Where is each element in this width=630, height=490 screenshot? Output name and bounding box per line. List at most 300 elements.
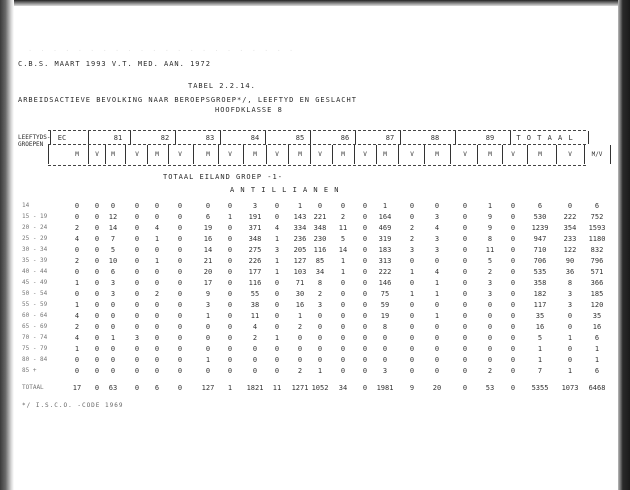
table-cell: 366 xyxy=(590,279,604,287)
group-header: 83 xyxy=(205,134,215,142)
table-cell: 0 xyxy=(510,312,516,320)
row-label: 20 - 24 xyxy=(22,224,48,231)
table-cell: 1 xyxy=(274,268,280,276)
table-cell: 0 xyxy=(510,334,516,342)
row-label: 70 - 74 xyxy=(22,334,48,341)
table-cell: 2 xyxy=(409,224,415,232)
table-cell: 0 xyxy=(227,356,233,364)
table-cell: 9 xyxy=(487,224,493,232)
table-cell: 236 xyxy=(293,235,307,243)
table-cell: 0 xyxy=(177,202,183,210)
column-divider xyxy=(400,131,401,144)
table-cell: 2 xyxy=(74,224,80,232)
group-header: T O T A A L xyxy=(516,134,574,142)
table-cell: 9 xyxy=(205,290,211,298)
table-cell: 1 xyxy=(567,334,573,342)
table-cell: 222 xyxy=(563,213,577,221)
table-cell: 0 xyxy=(134,202,140,210)
table-cell: 0 xyxy=(434,356,440,364)
table-cell: 7 xyxy=(110,235,116,243)
table-cell: 3 xyxy=(434,213,440,221)
total-cell: 1052 xyxy=(311,384,329,392)
total-cell: 1073 xyxy=(561,384,579,392)
table-cell: 0 xyxy=(487,312,493,320)
table-cell: 3 xyxy=(110,279,116,287)
table-cell: 0 xyxy=(177,345,183,353)
column-divider xyxy=(310,131,311,144)
table-cell: 0 xyxy=(462,356,468,364)
table-cell: 3 xyxy=(409,246,415,254)
column-divider xyxy=(125,145,126,164)
table-cell: 3 xyxy=(567,290,573,298)
table-cell: 1 xyxy=(409,290,415,298)
table-cell: 0 xyxy=(317,312,323,320)
table-cell: 14 xyxy=(108,224,118,232)
table-cell: 371 xyxy=(248,224,262,232)
table-cell: 0 xyxy=(409,323,415,331)
sex-header: V xyxy=(275,151,279,158)
table-cell: 752 xyxy=(590,213,604,221)
table-cell: 0 xyxy=(134,257,140,265)
table-cell: 0 xyxy=(462,290,468,298)
table-cell: 30 xyxy=(295,290,305,298)
table-cell: 6 xyxy=(205,213,211,221)
table-cell: 2 xyxy=(487,367,493,375)
table-cell: 0 xyxy=(362,235,368,243)
sex-header: M xyxy=(538,151,542,158)
column-divider xyxy=(168,145,169,164)
group-header: 81 xyxy=(113,134,123,142)
table-cell: 0 xyxy=(74,367,80,375)
table-cell: 0 xyxy=(134,290,140,298)
table-cell: 0 xyxy=(362,323,368,331)
table-cell: 164 xyxy=(378,213,392,221)
table-cell: 1 xyxy=(409,268,415,276)
table-cell: 0 xyxy=(510,257,516,265)
column-divider xyxy=(218,145,219,164)
group-header: 85 xyxy=(295,134,305,142)
table-cell: 85 xyxy=(315,257,325,265)
table-cell: 17 xyxy=(203,279,213,287)
table-cell: 0 xyxy=(94,257,100,265)
table-cell: 1239 xyxy=(531,224,549,232)
total-cell: 1271 xyxy=(291,384,309,392)
table-cell: 185 xyxy=(590,290,604,298)
table-cell: 0 xyxy=(205,345,211,353)
table-cell: 0 xyxy=(487,334,493,342)
column-divider xyxy=(50,131,51,144)
total-cell: 127 xyxy=(201,384,215,392)
table-cell: 0 xyxy=(274,301,280,309)
table-cell: 0 xyxy=(340,323,346,331)
table-cell: 1 xyxy=(594,356,600,364)
footnote: */ I.S.C.O. -CODE 1969 xyxy=(22,402,124,409)
table-cell: 0 xyxy=(567,202,573,210)
table-cell: 0 xyxy=(252,367,258,375)
total-label: TOTAAL xyxy=(22,384,44,391)
table-cell: 116 xyxy=(313,246,327,254)
table-cell: 1 xyxy=(434,290,440,298)
table-cell: 2 xyxy=(409,235,415,243)
table-cell: 0 xyxy=(110,323,116,331)
table-cell: 4 xyxy=(274,224,280,232)
total-cell: 34 xyxy=(338,384,348,392)
group-header: 88 xyxy=(430,134,440,142)
total-cell: 6 xyxy=(154,384,160,392)
table-cell: 0 xyxy=(227,202,233,210)
scan-right-edge xyxy=(618,0,630,490)
table-cell: 0 xyxy=(340,290,346,298)
table-cell: 3 xyxy=(205,301,211,309)
sex-header: M xyxy=(75,151,79,158)
row-label: 55 - 59 xyxy=(22,301,48,308)
table-cell: 0 xyxy=(382,356,388,364)
table-cell: 0 xyxy=(462,213,468,221)
table-cell: 0 xyxy=(510,246,516,254)
table-cell: 0 xyxy=(177,268,183,276)
table-cell: 90 xyxy=(565,257,575,265)
table-cell: 0 xyxy=(362,246,368,254)
table-cell: 75 xyxy=(380,290,390,298)
table-cell: 230 xyxy=(313,235,327,243)
table-cell: 5 xyxy=(487,257,493,265)
table-cell: 0 xyxy=(362,301,368,309)
table-cell: 0 xyxy=(134,246,140,254)
table-cell: 0 xyxy=(567,323,573,331)
scan-top-edge xyxy=(0,0,630,6)
table-cell: 1 xyxy=(74,345,80,353)
table-subtitle-class: HOOFDKLASSE 8 xyxy=(215,106,283,114)
table-cell: 0 xyxy=(94,290,100,298)
table-cell: 0 xyxy=(177,312,183,320)
table-cell: 1 xyxy=(154,235,160,243)
table-cell: 0 xyxy=(462,235,468,243)
column-divider xyxy=(147,145,148,164)
column-divider xyxy=(220,131,221,144)
table-cell: 0 xyxy=(94,323,100,331)
column-divider xyxy=(265,131,266,144)
table-cell: 2 xyxy=(154,290,160,298)
table-cell: 0 xyxy=(462,323,468,331)
column-divider xyxy=(588,131,589,144)
total-cell: 63 xyxy=(108,384,118,392)
table-cell: 103 xyxy=(293,268,307,276)
table-cell: 0 xyxy=(227,268,233,276)
table-cell: 313 xyxy=(378,257,392,265)
table-cell: 0 xyxy=(177,356,183,364)
table-cell: 0 xyxy=(409,334,415,342)
bleed-through-text: . . . . . . . . . . . . . . . . . . . . . . xyxy=(28,45,296,53)
table-cell: 0 xyxy=(177,213,183,221)
table-cell: 0 xyxy=(510,367,516,375)
table-cell: 0 xyxy=(177,367,183,375)
table-cell: 1 xyxy=(110,334,116,342)
table-cell: 0 xyxy=(274,290,280,298)
table-cell: 0 xyxy=(94,301,100,309)
group-header: 84 xyxy=(250,134,260,142)
column-divider xyxy=(450,145,451,164)
table-cell: 1 xyxy=(487,202,493,210)
row-label: 25 - 29 xyxy=(22,235,48,242)
table-cell: 0 xyxy=(362,345,368,353)
table-cell: 0 xyxy=(340,202,346,210)
sex-header: M xyxy=(253,151,257,158)
table-cell: 12 xyxy=(108,213,118,221)
total-cell: 1821 xyxy=(246,384,264,392)
table-cell: 0 xyxy=(94,268,100,276)
column-divider xyxy=(243,145,244,164)
table-cell: 120 xyxy=(590,301,604,309)
table-cell: 7 xyxy=(537,367,543,375)
sex-header: M xyxy=(155,151,159,158)
column-divider xyxy=(584,145,585,164)
table-cell: 0 xyxy=(227,312,233,320)
row-label: 50 - 54 xyxy=(22,290,48,297)
table-cell: 0 xyxy=(362,213,368,221)
row-label: 75 - 79 xyxy=(22,345,48,352)
table-cell: 319 xyxy=(378,235,392,243)
table-cell: 1 xyxy=(537,345,543,353)
table-cell: 3 xyxy=(487,290,493,298)
table-cell: 0 xyxy=(74,213,80,221)
column-divider xyxy=(527,145,528,164)
table-cell: 233 xyxy=(563,235,577,243)
sex-header: V xyxy=(463,151,467,158)
table-cell: 127 xyxy=(293,257,307,265)
table-cell: 0 xyxy=(74,356,80,364)
table-cell: 0 xyxy=(462,334,468,342)
table-cell: 0 xyxy=(154,356,160,364)
table-cell: 0 xyxy=(274,202,280,210)
column-divider xyxy=(424,145,425,164)
table-cell: 0 xyxy=(154,301,160,309)
row-label: 35 - 39 xyxy=(22,257,48,264)
table-cell: 0 xyxy=(154,268,160,276)
table-cell: 8 xyxy=(382,323,388,331)
table-cell: 1 xyxy=(274,235,280,243)
sex-header: V xyxy=(318,151,322,158)
total-cell: 5355 xyxy=(531,384,549,392)
table-cell: 0 xyxy=(362,334,368,342)
total-cell: 9 xyxy=(409,384,415,392)
table-cell: 11 xyxy=(250,312,260,320)
table-cell: 0 xyxy=(434,345,440,353)
header-line: C.B.S. MAART 1993 V.T. MED. AAN. 1972 xyxy=(18,60,211,68)
column-divider xyxy=(266,145,267,164)
table-cell: 2 xyxy=(340,213,346,221)
table-cell: 14 xyxy=(338,246,348,254)
table-cell: 0 xyxy=(274,312,280,320)
table-cell: 0 xyxy=(340,279,346,287)
table-cell: 0 xyxy=(409,202,415,210)
table-cell: 4 xyxy=(74,334,80,342)
table-cell: 0 xyxy=(362,257,368,265)
table-cell: 2 xyxy=(252,334,258,342)
table-cell: 0 xyxy=(154,367,160,375)
sex-header: V xyxy=(178,151,182,158)
table-cell: 1 xyxy=(74,301,80,309)
table-cell: 0 xyxy=(205,334,211,342)
table-cell: 0 xyxy=(205,367,211,375)
table-cell: 0 xyxy=(110,312,116,320)
table-cell: 0 xyxy=(340,312,346,320)
total-cell: 11 xyxy=(272,384,282,392)
table-title: TABEL 2.2.14. xyxy=(188,82,256,90)
table-cell: 0 xyxy=(510,202,516,210)
sex-header: V xyxy=(511,151,515,158)
table-cell: 0 xyxy=(134,323,140,331)
table-cell: 1 xyxy=(227,213,233,221)
sex-header: V xyxy=(228,151,232,158)
table-cell: 0 xyxy=(154,334,160,342)
table-cell: 0 xyxy=(274,279,280,287)
table-cell: 0 xyxy=(227,224,233,232)
table-cell: 0 xyxy=(487,301,493,309)
table-cell: 0 xyxy=(487,345,493,353)
column-divider xyxy=(455,131,456,144)
table-cell: 0 xyxy=(362,367,368,375)
table-cell: 1 xyxy=(205,312,211,320)
table-cell: 0 xyxy=(462,246,468,254)
table-cell: 706 xyxy=(533,257,547,265)
table-cell: 1 xyxy=(205,356,211,364)
total-cell: 1981 xyxy=(376,384,394,392)
table-cell: 0 xyxy=(74,290,80,298)
table-cell: 0 xyxy=(94,224,100,232)
table-cell: 4 xyxy=(434,268,440,276)
table-cell: 16 xyxy=(295,301,305,309)
table-cell: 3 xyxy=(434,235,440,243)
table-cell: 122 xyxy=(563,246,577,254)
table-cell: 0 xyxy=(362,268,368,276)
table-cell: 0 xyxy=(94,345,100,353)
table-cell: 0 xyxy=(434,334,440,342)
total-cell: 20 xyxy=(432,384,442,392)
table-cell: 71 xyxy=(295,279,305,287)
table-cell: 0 xyxy=(177,323,183,331)
table-cell: 0 xyxy=(227,323,233,331)
column-divider xyxy=(175,131,176,144)
row-label: 15 - 19 xyxy=(22,213,48,220)
column-divider xyxy=(88,131,89,144)
table-cell: 0 xyxy=(110,202,116,210)
table-cell: 0 xyxy=(434,323,440,331)
total-cell: 0 xyxy=(177,384,183,392)
table-cell: 0 xyxy=(462,257,468,265)
table-cell: 0 xyxy=(274,356,280,364)
table-cell: 5 xyxy=(340,235,346,243)
table-cell: 36 xyxy=(565,268,575,276)
table-cell: 19 xyxy=(203,224,213,232)
table-cell: 222 xyxy=(378,268,392,276)
sex-header: M xyxy=(383,151,387,158)
table-cell: 0 xyxy=(177,334,183,342)
table-cell: 0 xyxy=(94,235,100,243)
table-cell: 6 xyxy=(594,367,600,375)
table-cell: 143 xyxy=(293,213,307,221)
table-cell: 0 xyxy=(205,323,211,331)
table-cell: 0 xyxy=(205,202,211,210)
table-cell: 0 xyxy=(462,367,468,375)
table-cell: 0 xyxy=(362,202,368,210)
table-cell: 116 xyxy=(248,279,262,287)
column-divider xyxy=(288,145,289,164)
table-cell: 0 xyxy=(340,356,346,364)
table-cell: 0 xyxy=(510,345,516,353)
row-label: 14 xyxy=(22,202,30,209)
table-cell: 0 xyxy=(227,246,233,254)
population-label: A N T I L L I A N E N xyxy=(230,186,340,194)
table-cell: 0 xyxy=(94,246,100,254)
table-cell: 0 xyxy=(134,235,140,243)
table-cell: 0 xyxy=(340,301,346,309)
table-cell: 1 xyxy=(317,367,323,375)
table-cell: 6 xyxy=(537,202,543,210)
table-cell: 535 xyxy=(533,268,547,276)
sex-header: M xyxy=(488,151,492,158)
rule xyxy=(48,165,586,166)
table-cell: 16 xyxy=(592,323,602,331)
sex-header: M xyxy=(298,151,302,158)
table-cell: 0 xyxy=(274,213,280,221)
table-cell: 4 xyxy=(154,224,160,232)
table-cell: 0 xyxy=(154,345,160,353)
table-cell: 226 xyxy=(248,257,262,265)
table-cell: 177 xyxy=(248,268,262,276)
table-cell: 0 xyxy=(487,356,493,364)
total-cell: 0 xyxy=(510,384,516,392)
column-divider xyxy=(130,131,131,144)
total-cell: 6468 xyxy=(588,384,606,392)
table-cell: 334 xyxy=(293,224,307,232)
table-cell: 0 xyxy=(94,312,100,320)
row-header: LEEFTYDS-GROEPEN xyxy=(18,134,51,148)
table-cell: 4 xyxy=(74,235,80,243)
rule xyxy=(48,130,586,131)
table-cell: 11 xyxy=(338,224,348,232)
table-cell: 183 xyxy=(378,246,392,254)
table-cell: 0 xyxy=(297,345,303,353)
table-cell: 0 xyxy=(74,246,80,254)
total-cell: 0 xyxy=(462,384,468,392)
table-cell: 3 xyxy=(487,279,493,287)
table-cell: 0 xyxy=(227,290,233,298)
table-cell: 0 xyxy=(317,323,323,331)
table-cell: 0 xyxy=(409,279,415,287)
table-cell: 1 xyxy=(297,312,303,320)
table-cell: 0 xyxy=(274,323,280,331)
group-header: 82 xyxy=(160,134,170,142)
table-cell: 0 xyxy=(74,202,80,210)
table-cell: 16 xyxy=(535,323,545,331)
table-cell: 0 xyxy=(227,345,233,353)
sex-header: M xyxy=(341,151,345,158)
table-cell: 19 xyxy=(380,312,390,320)
total-cell: 53 xyxy=(485,384,495,392)
table-cell: 469 xyxy=(378,224,392,232)
sex-header: M/V xyxy=(591,151,603,158)
table-cell: 1 xyxy=(274,257,280,265)
table-cell: 0 xyxy=(462,301,468,309)
table-cell: 0 xyxy=(510,290,516,298)
table-cell: 0 xyxy=(154,246,160,254)
row-label: 80 - 84 xyxy=(22,356,48,363)
table-cell: 0 xyxy=(227,257,233,265)
column-divider xyxy=(376,145,377,164)
table-cell: 0 xyxy=(110,356,116,364)
table-cell: 2 xyxy=(297,367,303,375)
table-cell: 0 xyxy=(227,334,233,342)
